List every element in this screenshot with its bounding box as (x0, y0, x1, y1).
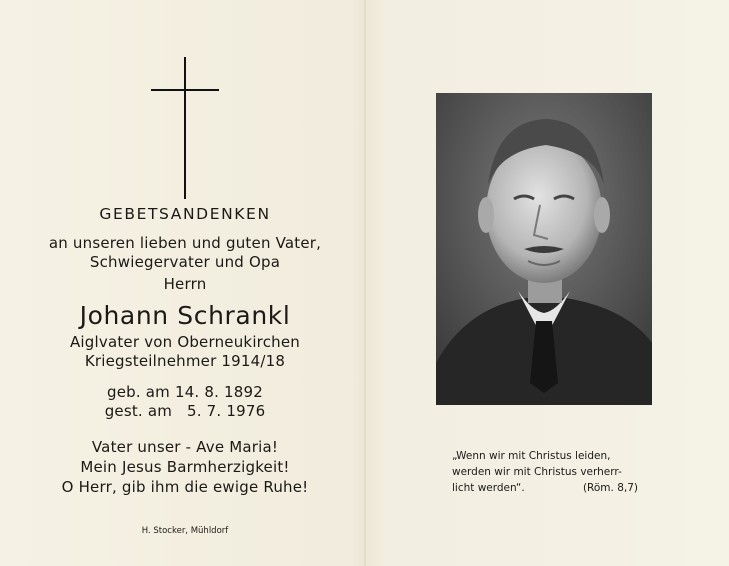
fold-line (364, 0, 366, 566)
title-line-1: Aiglvater von Oberneukirchen (69, 333, 301, 351)
deceased-name: Johann Schrankl (79, 301, 291, 330)
cross-icon (151, 57, 219, 199)
quote-reference: (Röm. 8,7) (582, 482, 638, 494)
prayer-line-1: Vater unser - Ave Maria! (91, 438, 279, 456)
title-line-2: Kriegsteilnehmer 1914/18 (84, 352, 286, 370)
intro-line-2: Schwiegervater und Opa (89, 253, 281, 271)
birth-date: geb. am 14. 8. 1892 (106, 383, 264, 401)
death-date: gest. am 5. 7. 1976 (104, 402, 266, 420)
quote-line-1: „Wenn wir mit Christus leiden, (452, 450, 611, 462)
bible-quote (452, 448, 652, 496)
quote-line-3: licht werden“. (452, 482, 525, 494)
prayer-line-2: Mein Jesus Barmherzigkeit! (80, 458, 290, 476)
quote-line-2: werden wir mit Christus verherr- (452, 466, 622, 478)
salutation: Herrn (163, 275, 207, 293)
prayer-line-3: O Herr, gib ihm die ewige Ruhe! (61, 478, 309, 496)
heading: GEBETSANDENKEN (99, 205, 271, 223)
printer-credit: H. Stocker, Mühldorf (141, 526, 229, 536)
intro-line-1: an unseren lieben und guten Vater, (48, 234, 322, 252)
portrait-photo (436, 93, 652, 405)
